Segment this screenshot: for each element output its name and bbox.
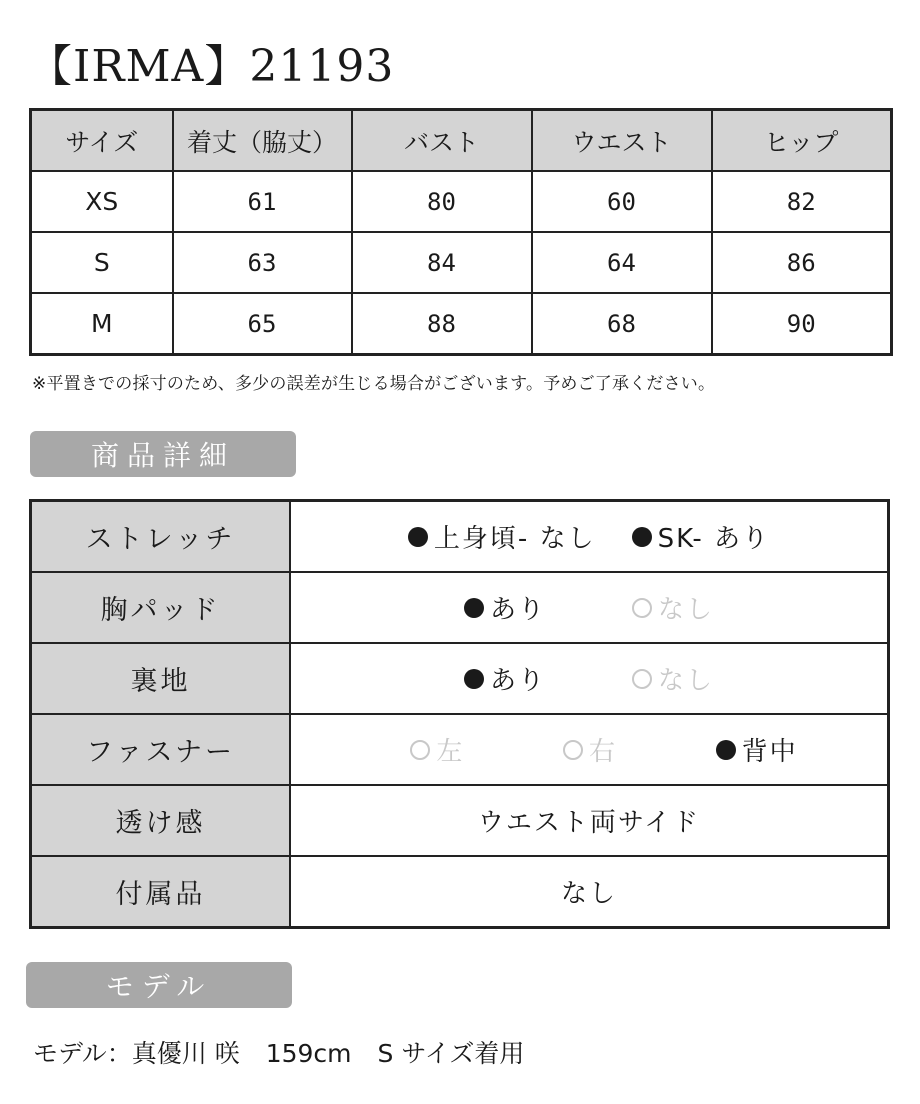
detail-row-accessories (31, 856, 889, 928)
detail-row-zipper (31, 714, 889, 785)
table-row (31, 171, 892, 232)
hip-cell: 82 (712, 171, 892, 232)
model-section-tab: モデル (26, 962, 292, 1008)
filled-circle-icon (632, 527, 652, 547)
option-text: あり (489, 595, 546, 625)
table-row (31, 293, 892, 355)
details-section-tab: 商品詳細 (30, 431, 296, 477)
lining-label: 裏地 (31, 643, 291, 714)
measurement-note: ※平置きでの採寸のため、多少の誤差が生じる場合がございます。予めご了承ください。 (32, 374, 716, 394)
pad-option-no (632, 589, 714, 626)
model-label: モデル： (33, 1039, 132, 1068)
filled-circle-icon (464, 598, 484, 618)
filled-circle-icon (408, 527, 428, 547)
detail-row-pad (31, 572, 889, 643)
waist-cell: 64 (532, 232, 712, 293)
size-cell: M (31, 293, 173, 355)
stretch-value (290, 501, 889, 573)
pad-option-yes (464, 589, 546, 626)
bust-cell: 84 (352, 232, 532, 293)
page-title: 【IRMA】21193 (28, 41, 395, 92)
option-text: 右 (588, 737, 617, 767)
bust-cell: 88 (352, 293, 532, 355)
stretch-label: ストレッチ (31, 501, 291, 573)
accessories-label: 付属品 (31, 856, 291, 928)
option-text: なし (658, 595, 715, 625)
sheer-label: 透け感 (31, 785, 291, 856)
details-table (29, 499, 890, 929)
option-text: SK- あり (657, 524, 771, 554)
length-cell: 63 (173, 232, 352, 293)
size-header: サイズ (31, 110, 173, 172)
option-text: 上身頃- なし (433, 524, 596, 554)
option-text: 左 (436, 737, 465, 767)
model-size-worn: S サイズ着用 (377, 1039, 525, 1068)
waist-header: ウエスト (532, 110, 712, 172)
empty-circle-icon (632, 598, 652, 618)
zipper-option-right (563, 731, 617, 768)
table-row (31, 232, 892, 293)
lining-value (290, 643, 889, 714)
lining-option-yes (464, 660, 546, 697)
zipper-option-left (410, 731, 464, 768)
hip-cell: 90 (712, 293, 892, 355)
hip-cell: 86 (712, 232, 892, 293)
detail-row-stretch (31, 501, 889, 573)
filled-circle-icon (716, 740, 736, 760)
zipper-label: ファスナー (31, 714, 291, 785)
stretch-option-body (408, 518, 596, 555)
option-text: なし (658, 666, 715, 696)
length-header: 着丈（脇丈） (173, 110, 352, 172)
length-cell: 65 (173, 293, 352, 355)
zipper-value (290, 714, 889, 785)
length-cell: 61 (173, 171, 352, 232)
accessories-value: なし (290, 856, 889, 928)
sheer-value: ウエスト両サイド (290, 785, 889, 856)
empty-circle-icon (410, 740, 430, 760)
option-text: あり (489, 666, 546, 696)
zipper-option-back (716, 731, 798, 768)
bust-cell: 80 (352, 171, 532, 232)
stretch-option-skirt (632, 518, 770, 555)
filled-circle-icon (464, 669, 484, 689)
model-name: 真優川 咲 (131, 1039, 240, 1068)
waist-cell: 68 (532, 293, 712, 355)
detail-row-lining (31, 643, 889, 714)
pad-label: 胸パッド (31, 572, 291, 643)
pad-value (290, 572, 889, 643)
lining-option-no (632, 660, 714, 697)
model-height: 159cm (265, 1039, 352, 1068)
hip-header: ヒップ (712, 110, 892, 172)
model-info (33, 1034, 524, 1070)
size-table-header-row (31, 110, 892, 172)
size-table (29, 108, 893, 356)
option-text: 背中 (741, 737, 798, 767)
waist-cell: 60 (532, 171, 712, 232)
detail-row-sheer (31, 785, 889, 856)
size-cell: S (31, 232, 173, 293)
empty-circle-icon (632, 669, 652, 689)
bust-header: バスト (352, 110, 532, 172)
size-cell: XS (31, 171, 173, 232)
empty-circle-icon (563, 740, 583, 760)
